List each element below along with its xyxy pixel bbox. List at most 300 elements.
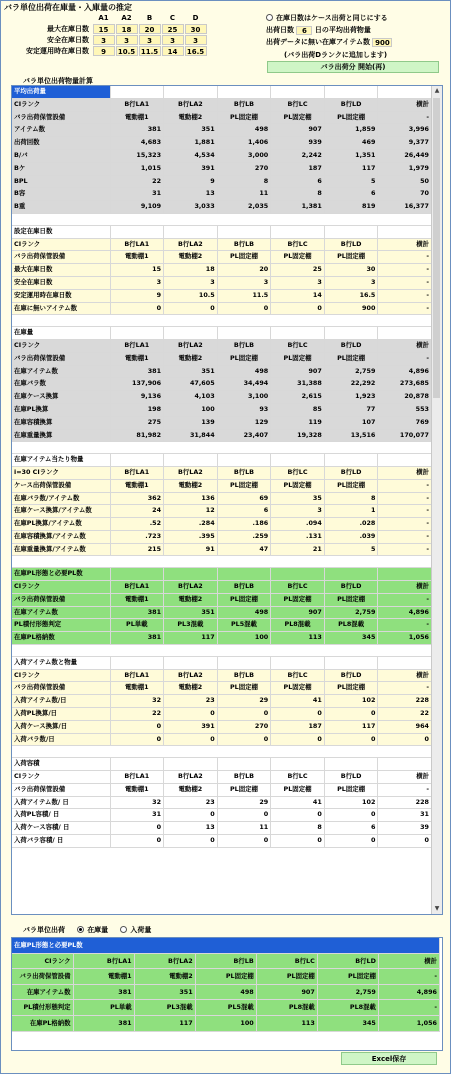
table-cell: B行LA2: [164, 98, 218, 111]
table-row: [12, 429, 432, 442]
table-cell: [217, 213, 271, 225]
table-cell: [324, 656, 378, 669]
table-cell: B行LD: [324, 669, 378, 682]
table-cell: PL固定棚: [324, 682, 378, 695]
scroll-thumb[interactable]: [433, 98, 440, 398]
scroll-down-icon[interactable]: ▼: [434, 905, 440, 912]
avg-days-label-post: 日の平均出荷物量: [314, 26, 371, 34]
table-cell: 0: [271, 708, 325, 721]
table-cell: [324, 213, 378, 225]
table-cell: PL固定棚: [217, 352, 271, 365]
table-cell: PL固定棚: [217, 593, 271, 606]
table-row: [12, 492, 432, 505]
table-row: [12, 454, 432, 467]
table-cell: 964: [378, 720, 432, 733]
param-input[interactable]: 9: [93, 46, 115, 56]
table-cell: [271, 442, 325, 454]
table-cell: -: [378, 276, 432, 289]
row-label-cell: 入荷アイテム数と物量: [12, 656, 110, 669]
table-cell: 100: [217, 632, 271, 645]
row-label-cell: バラ出荷保管設備: [12, 783, 110, 796]
table-cell: PL固定棚: [271, 352, 325, 365]
table-cell: 136: [164, 492, 218, 505]
table-cell: PL3混載: [164, 619, 218, 632]
table-cell: [217, 86, 271, 98]
row-label-cell: バラ出荷保管設備: [12, 593, 110, 606]
table-cell: [217, 656, 271, 669]
table-cell: B行LD: [324, 339, 378, 352]
table-cell: 117: [134, 1015, 195, 1031]
table-cell: B行LA2: [164, 771, 218, 784]
excel-save-button[interactable]: Excel保存: [341, 1052, 437, 1065]
table-cell: 6: [271, 175, 325, 188]
table-row: [12, 505, 432, 518]
table-cell: 3: [324, 276, 378, 289]
table-cell: 351: [164, 124, 218, 137]
row-label-cell: バラ出荷保管設備: [12, 111, 110, 124]
table-cell: PL固定棚: [324, 593, 378, 606]
param-row-label: 安定運用時在庫日数: [26, 46, 89, 55]
table-cell: 2,242: [271, 149, 325, 162]
table-cell: B行LC: [271, 771, 325, 784]
table-row: [12, 276, 432, 289]
table-cell: [271, 758, 325, 771]
table-row: [12, 479, 432, 492]
row-label-cell: 在庫アイテム数: [12, 606, 110, 619]
radio-icon[interactable]: [120, 926, 127, 933]
table-row: [12, 771, 432, 784]
table-row: [12, 1015, 440, 1031]
table-cell: B行LA2: [164, 238, 218, 251]
table-cell: [271, 213, 325, 225]
table-row: [12, 682, 432, 695]
table-cell: B行LB: [217, 581, 271, 594]
calc-title: バラ単位出荷物量計算: [23, 77, 93, 85]
table-cell: 横計: [378, 238, 432, 251]
row-label-cell: BPL: [12, 175, 110, 188]
table-cell: -: [378, 518, 432, 531]
table-cell: 907: [256, 984, 317, 1000]
table-cell: 0: [164, 809, 218, 822]
table-row: [12, 581, 432, 594]
table-cell: 横計: [378, 771, 432, 784]
radio-inbound[interactable]: [120, 926, 151, 934]
table-cell: B行LA1: [110, 98, 164, 111]
table-cell: 0: [271, 302, 325, 315]
table-cell: PL固定棚: [324, 479, 378, 492]
table-cell: [110, 645, 164, 657]
table-cell: 6: [324, 822, 378, 835]
vertical-scrollbar[interactable]: [431, 86, 442, 914]
table-cell: .284: [164, 518, 218, 531]
row-label-cell: i=30 CIランク: [12, 466, 110, 479]
table-cell: 16,377: [378, 201, 432, 214]
table-row: [12, 809, 432, 822]
table-cell: PL固定棚: [256, 969, 317, 985]
table-cell: 0: [110, 822, 164, 835]
table-cell: 469: [324, 137, 378, 150]
table-cell: 553: [378, 403, 432, 416]
table-row: [12, 530, 432, 543]
row-label-cell: 在庫PL形態と必要PL数: [12, 568, 110, 581]
row-label-cell: 出荷回数: [12, 137, 110, 150]
table-cell: -: [378, 289, 432, 302]
table-cell: 10.5: [164, 289, 218, 302]
table-row: [12, 466, 432, 479]
radio-selected-icon[interactable]: [77, 926, 84, 933]
row-label-cell: 在庫PL換算: [12, 403, 110, 416]
row-label-cell: CIランク: [12, 238, 110, 251]
table-cell: 22: [378, 708, 432, 721]
table-row: [12, 953, 440, 969]
table-cell: 4,896: [378, 984, 439, 1000]
table-cell: 13: [164, 822, 218, 835]
table-cell: 2,615: [271, 391, 325, 404]
row-label-cell: 在庫アイテム数: [12, 984, 73, 1000]
table-cell: 22: [110, 708, 164, 721]
table-cell: 228: [378, 695, 432, 708]
table-cell: 50: [378, 175, 432, 188]
table-cell: [324, 746, 378, 758]
table-cell: B行LB: [217, 771, 271, 784]
table-cell: 137,906: [110, 378, 164, 391]
table-cell: -: [378, 530, 432, 543]
table-cell: [324, 645, 378, 657]
table-cell: [378, 758, 432, 771]
row-label-cell: 設定在庫日数: [12, 225, 110, 238]
table-cell: [271, 454, 325, 467]
table-cell: [271, 315, 325, 327]
table-row: [12, 225, 432, 238]
param-input[interactable]: 10.5: [116, 46, 138, 56]
row-label-cell: 在庫PL格納数: [12, 632, 110, 645]
table-cell: 117: [164, 632, 218, 645]
table-cell: 381: [73, 984, 134, 1000]
table-cell: B行LA1: [110, 238, 164, 251]
table-cell: 215: [110, 543, 164, 556]
table-cell: 15,323: [110, 149, 164, 162]
table-cell: 0: [217, 835, 271, 848]
param-input[interactable]: 3: [93, 35, 115, 45]
param-col-header: C: [169, 13, 176, 22]
table-cell: [378, 746, 432, 758]
table-cell: 0: [378, 835, 432, 848]
table-cell: [324, 758, 378, 771]
param-input[interactable]: 20: [139, 24, 161, 34]
table-cell: 102: [324, 695, 378, 708]
table-cell: 22: [110, 175, 164, 188]
table-cell: 31: [378, 809, 432, 822]
row-label-cell: [12, 213, 110, 225]
table-cell: [217, 758, 271, 771]
table-cell: 35: [271, 492, 325, 505]
table-cell: 81,982: [110, 429, 164, 442]
table-cell: 0: [324, 835, 378, 848]
table-cell: [110, 454, 164, 467]
table-cell: [110, 327, 164, 340]
table-cell: 270: [217, 162, 271, 175]
table-cell: 8: [324, 492, 378, 505]
table-cell: 3,100: [217, 391, 271, 404]
table-cell: 170,077: [378, 429, 432, 442]
row-label-cell: アイテム数: [12, 124, 110, 137]
table-cell: 381: [73, 1015, 134, 1031]
table-cell: 47: [217, 543, 271, 556]
table-cell: 119: [271, 416, 325, 429]
table-cell: 11: [217, 822, 271, 835]
table-cell: PL固定棚: [324, 251, 378, 264]
row-label-cell: 入荷バラ数/日: [12, 733, 110, 746]
table-cell: 129: [217, 416, 271, 429]
radio-stock[interactable]: [77, 926, 108, 934]
bottom-grid[interactable]: [11, 937, 443, 1051]
table-cell: B行LC: [271, 581, 325, 594]
table-cell: 0: [217, 302, 271, 315]
table-cell: [378, 86, 432, 98]
table-cell: B行LD: [324, 238, 378, 251]
table-cell: 0: [164, 733, 218, 746]
table-cell: 498: [217, 124, 271, 137]
table-row: [12, 593, 432, 606]
table-cell: 102: [324, 796, 378, 809]
table-cell: 23: [164, 695, 218, 708]
table-cell: 2,035: [217, 201, 271, 214]
table-cell: PL8混載: [324, 619, 378, 632]
table-cell: 13: [164, 188, 218, 201]
table-cell: [217, 225, 271, 238]
table-cell: 1,056: [378, 632, 432, 645]
table-cell: 270: [217, 720, 271, 733]
bottom-header: 在庫PL形態と必要PL数: [12, 938, 440, 953]
table-row: [12, 619, 432, 632]
table-cell: B行LA1: [110, 669, 164, 682]
table-cell: 3: [217, 276, 271, 289]
table-cell: -: [378, 783, 432, 796]
table-row: [12, 783, 432, 796]
table-cell: 横計: [378, 953, 439, 969]
table-cell: B行LA2: [164, 581, 218, 594]
table-cell: [271, 746, 325, 758]
table-cell: [324, 556, 378, 568]
scroll-up-icon[interactable]: ▲: [434, 87, 440, 94]
table-cell: .131: [271, 530, 325, 543]
table-row: [12, 645, 432, 657]
table-row: [12, 835, 432, 848]
table-cell: 1,881: [164, 137, 218, 150]
param-input[interactable]: 3: [116, 35, 138, 45]
table-cell: 横計: [378, 466, 432, 479]
table-cell: 381: [110, 124, 164, 137]
table-row: [12, 1000, 440, 1016]
table-cell: 351: [134, 984, 195, 1000]
table-cell: 32: [110, 695, 164, 708]
param-input[interactable]: 14: [162, 46, 184, 56]
table-cell: .395: [164, 530, 218, 543]
param-input[interactable]: 15: [93, 24, 115, 34]
table-cell: 117: [324, 720, 378, 733]
param-input[interactable]: 18: [116, 24, 138, 34]
table-cell: [164, 225, 218, 238]
table-cell: [217, 327, 271, 340]
table-row: [12, 796, 432, 809]
table-cell: B行LD: [317, 953, 378, 969]
table-cell: 0: [217, 733, 271, 746]
result-grid[interactable]: [11, 85, 443, 915]
avg-days-input[interactable]: 6: [296, 26, 312, 35]
table-cell: PL固定棚: [217, 479, 271, 492]
table-cell: 31: [110, 809, 164, 822]
param-input[interactable]: 3: [185, 35, 207, 45]
table-cell: 4,534: [164, 149, 218, 162]
same-as-case-option[interactable]: [266, 13, 388, 23]
table-cell: 1,056: [378, 1015, 439, 1031]
table-cell: 横計: [378, 581, 432, 594]
table-cell: 2,759: [324, 365, 378, 378]
table-cell: PL8混載: [317, 1000, 378, 1016]
table-cell: 9: [110, 289, 164, 302]
table-cell: 9: [164, 175, 218, 188]
table-cell: [271, 656, 325, 669]
table-cell: B行LB: [217, 466, 271, 479]
table-cell: B行LC: [271, 339, 325, 352]
table-cell: 31,844: [164, 429, 218, 442]
table-cell: 1,015: [110, 162, 164, 175]
table-row: [12, 98, 432, 111]
radio-stock-label: 在庫量: [87, 926, 109, 934]
row-label-cell: CIランク: [12, 953, 73, 969]
table-cell: PL固定棚: [271, 783, 325, 796]
radio-inbound-label: 入荷量: [130, 926, 152, 934]
table-cell: -: [378, 619, 432, 632]
row-label-cell: 入荷アイテム数/ 日: [12, 796, 110, 809]
table-cell: PL8混載: [271, 619, 325, 632]
param-input[interactable]: 11.5: [139, 46, 161, 56]
table-row: [12, 352, 432, 365]
table-cell: [110, 568, 164, 581]
table-cell: -: [378, 492, 432, 505]
table-cell: PL固定棚: [271, 479, 325, 492]
row-label-cell: 在庫容積換算/アイテム数: [12, 530, 110, 543]
table-cell: [164, 315, 218, 327]
table-cell: 電動棚2: [164, 251, 218, 264]
bottom-label: バラ単位出荷: [23, 926, 65, 934]
table-cell: [378, 225, 432, 238]
table-cell: 47,605: [164, 378, 218, 391]
param-input[interactable]: 25: [162, 24, 184, 34]
table-cell: [378, 327, 432, 340]
nostock-input[interactable]: 900: [372, 38, 392, 47]
table-row: [12, 289, 432, 302]
table-cell: B行LC: [271, 98, 325, 111]
radio-icon[interactable]: [266, 14, 273, 21]
table-cell: 横計: [378, 339, 432, 352]
table-cell: 26,449: [378, 149, 432, 162]
table-cell: [271, 86, 325, 98]
table-cell: 電動棚2: [164, 593, 218, 606]
table-cell: 91: [164, 543, 218, 556]
table-row: [12, 264, 432, 277]
table-cell: 0: [110, 835, 164, 848]
table-cell: [378, 454, 432, 467]
table-cell: 電動棚1: [110, 783, 164, 796]
table-cell: PL固定棚: [217, 682, 271, 695]
table-cell: [110, 213, 164, 225]
table-cell: 1: [324, 505, 378, 518]
table-cell: 電動棚2: [164, 479, 218, 492]
table-cell: 20: [217, 264, 271, 277]
param-row-label: 最大在庫日数: [47, 24, 89, 33]
param-input[interactable]: 3: [139, 35, 161, 45]
table-cell: 351: [164, 606, 218, 619]
table-row: [12, 315, 432, 327]
table-row: [12, 632, 432, 645]
param-input[interactable]: 16.5: [185, 46, 207, 56]
table-cell: [378, 442, 432, 454]
table-cell: 18: [164, 264, 218, 277]
row-label-cell: CIランク: [12, 581, 110, 594]
start-button[interactable]: バラ出荷分 開始(再): [267, 61, 439, 73]
table-cell: 29: [217, 796, 271, 809]
table-cell: [271, 327, 325, 340]
table-cell: -: [378, 111, 432, 124]
row-label-cell: 安全在庫日数: [12, 276, 110, 289]
table-cell: 電動棚1: [110, 479, 164, 492]
same-as-case-label: 在庫日数はケース出荷と同じにする: [276, 14, 388, 22]
table-row: [12, 188, 432, 201]
table-cell: -: [378, 251, 432, 264]
table-cell: [110, 746, 164, 758]
table-cell: PL固定棚: [324, 352, 378, 365]
table-cell: .039: [324, 530, 378, 543]
row-label-cell: ケース出荷保管設備: [12, 479, 110, 492]
table-cell: 275: [110, 416, 164, 429]
table-cell: 41: [271, 695, 325, 708]
table-cell: [217, 568, 271, 581]
table-cell: PL固定棚: [217, 783, 271, 796]
table-cell: 5: [324, 543, 378, 556]
table-cell: 0: [110, 302, 164, 315]
param-input[interactable]: 3: [162, 35, 184, 45]
table-row: [12, 201, 432, 214]
table-row: [12, 733, 432, 746]
table-cell: 1,351: [324, 149, 378, 162]
table-cell: 819: [324, 201, 378, 214]
table-cell: B行LA1: [110, 581, 164, 594]
table-cell: 0: [271, 733, 325, 746]
table-cell: 11: [217, 188, 271, 201]
table-cell: 20,878: [378, 391, 432, 404]
param-input[interactable]: 30: [185, 24, 207, 34]
row-label-cell: CIランク: [12, 98, 110, 111]
table-cell: 907: [271, 606, 325, 619]
table-row: [12, 175, 432, 188]
table-cell: 3: [271, 276, 325, 289]
table-cell: -: [378, 479, 432, 492]
table-cell: 31: [110, 188, 164, 201]
table-cell: 907: [271, 124, 325, 137]
table-cell: 273,685: [378, 378, 432, 391]
table-row: [12, 162, 432, 175]
row-label-cell: 在庫に無いアイテム数: [12, 302, 110, 315]
row-label-cell: 入荷ケース容積/ 日: [12, 822, 110, 835]
table-cell: 電動棚2: [164, 111, 218, 124]
table-cell: B行LA2: [164, 339, 218, 352]
table-cell: 22,292: [324, 378, 378, 391]
table-cell: [217, 315, 271, 327]
table-cell: B行LB: [195, 953, 256, 969]
row-label-cell: 在庫ケース換算/アイテム数: [12, 505, 110, 518]
table-cell: [110, 86, 164, 98]
